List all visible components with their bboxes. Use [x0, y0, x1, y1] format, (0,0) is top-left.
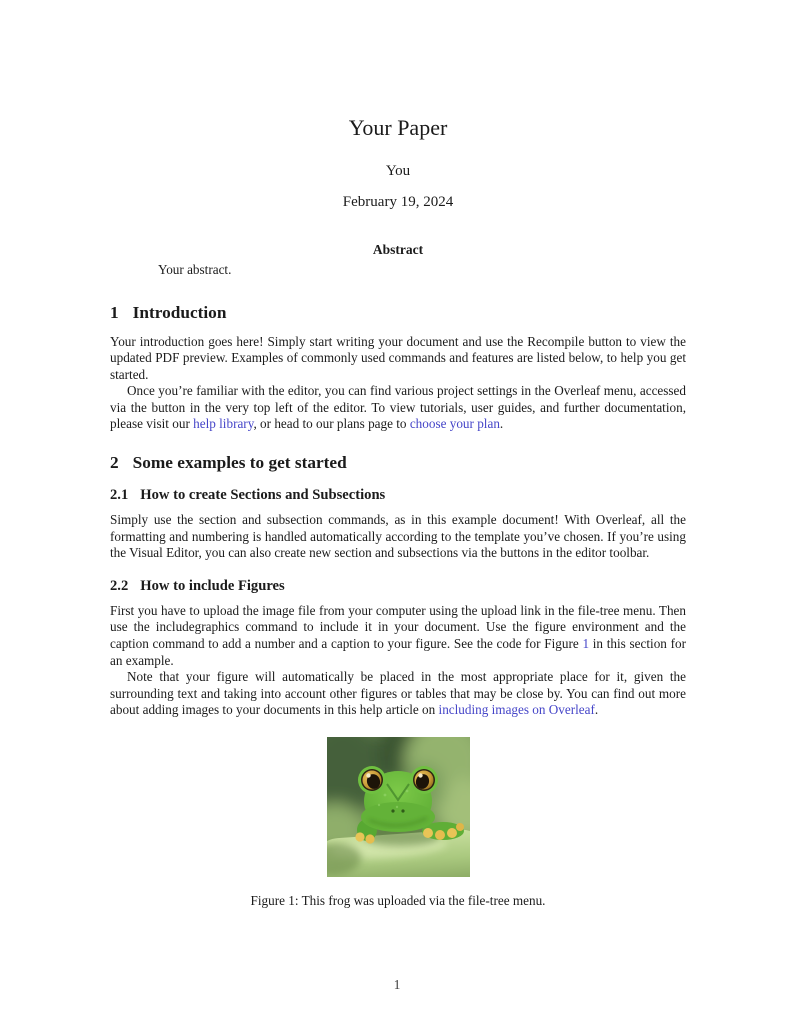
section-2-title: Some examples to get started	[132, 453, 347, 473]
intro-paragraph-2	[110, 383, 686, 433]
subsection-2-2-heading	[110, 577, 686, 595]
subsection-2-1-paragraph: Simply use the section and subsection commands, as in this example document! With Overleaf, all the formatting and numbering is handled automatically according to the template you’ve chosen. If you’re using the Visual Editor, you can also create new section and subsections via the buttons in the editor toolbar.	[110, 512, 686, 561]
author: You	[385, 163, 411, 179]
abstract-text: Your abstract.	[158, 262, 232, 277]
section-2-number: 2	[110, 453, 119, 473]
intro-paragraph-2-text: , or head to our plans page to	[253, 416, 410, 432]
figure-1-caption: Figure 1: This frog was uploaded via the file-tree menu.	[250, 893, 546, 908]
subsection-2-1-heading	[110, 486, 686, 504]
figure-1	[110, 737, 686, 877]
figures-paragraph-1-text: in this section for an example.	[110, 636, 686, 668]
intro-paragraph-2-text: Once you’re familiar with the editor, you can find various project settings in the Overleaf menu, accessed via the button in the very top left of the editor. To view tutorials, user guides, and further documentation, please visit our	[110, 383, 686, 432]
subsection-2-1-title: How to create Sections and Subsections	[140, 487, 386, 504]
including-images-link[interactable]: including images on Overleaf	[438, 702, 595, 718]
frog-photo	[327, 737, 470, 877]
date: February 19, 2024	[342, 194, 454, 210]
intro-paragraph-2-text: .	[499, 416, 504, 432]
figures-paragraph-1-text: First you have to upload the image file from your computer using the upload link in the file-tree menu. Then use the includegraphics command to include it in your document. Use the figure environment and the caption command to add a number and a caption to your figure. See the code for Figure	[110, 602, 686, 652]
intro-paragraph-1: Your introduction goes here! Simply start writing your document and use the Recompile button to view the updated PDF preview. Examples of commonly used commands and features are listed below, to help you get started.	[110, 333, 686, 382]
subsection-2-2-number: 2.2	[110, 577, 129, 594]
section-1-title: Introduction	[132, 302, 227, 322]
subsection-2-1-number: 2.1	[110, 487, 129, 504]
figures-paragraph-2	[110, 669, 686, 719]
help-library-link[interactable]: help library	[193, 416, 254, 432]
page-content	[110, 0, 686, 909]
abstract-heading: Abstract	[372, 242, 424, 257]
section-1-heading	[110, 302, 686, 323]
choose-your-plan-link[interactable]: choose your plan	[409, 416, 500, 432]
section-1-number: 1	[110, 302, 119, 322]
section-2-heading	[110, 452, 686, 473]
figures-paragraph-2-text: .	[594, 702, 599, 718]
figures-paragraph-1	[110, 603, 686, 669]
figures-paragraph-2-text: Note that your figure will automatically be placed in the most appropriate place for it, given the surrounding text and taking into account other figures or tables that may be close by. You can find out more about adding images to your documents in this help article on	[110, 669, 686, 718]
page-title: Your Paper	[348, 115, 448, 140]
figure-1-reference-link[interactable]: 1	[582, 636, 590, 652]
page-number: 1	[393, 977, 401, 992]
subsection-2-2-title: How to include Figures	[140, 577, 285, 594]
